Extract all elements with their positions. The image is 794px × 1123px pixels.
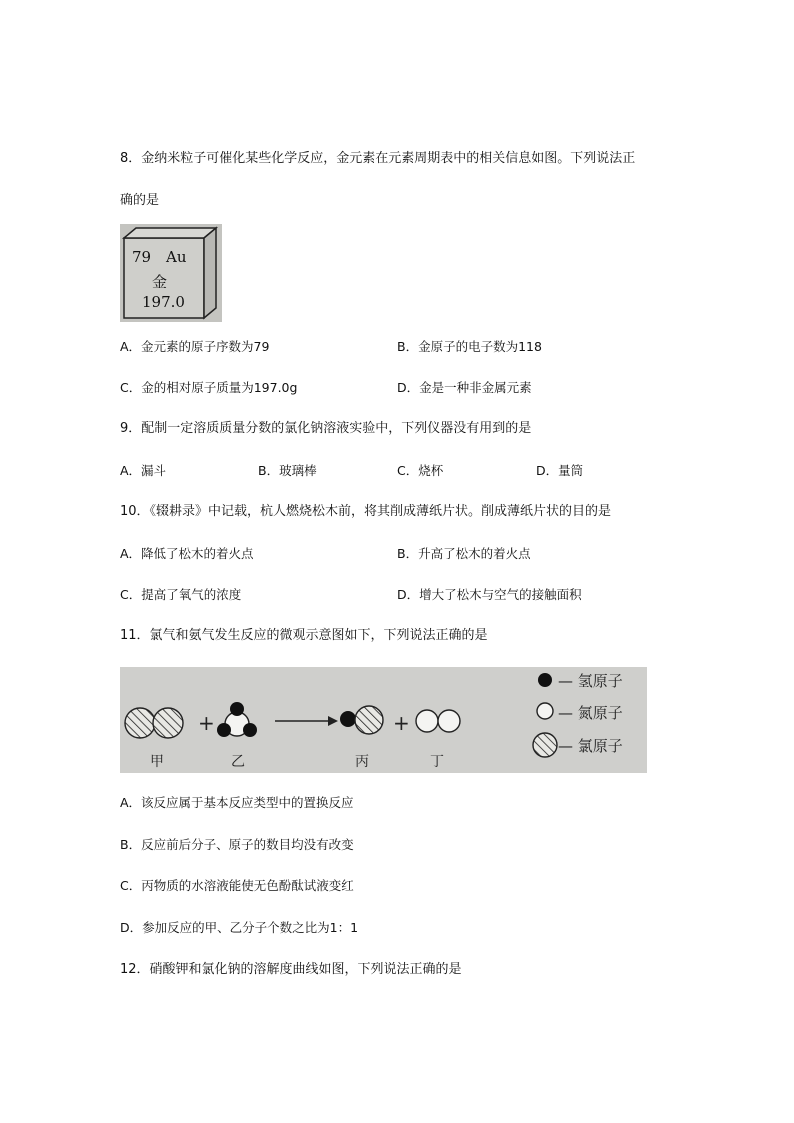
q10-option-c: C．提高了氧气的浓度	[120, 587, 242, 602]
q10-stem: 10．《辍耕录》中记载，杭人燃烧松木前，将其削成薄纸片状。削成薄纸片状的目的是	[120, 504, 612, 519]
q12-stem: 12．硝酸钾和氯化钠的溶解度曲线如图，下列说法正确的是	[120, 962, 462, 977]
q9-option-c: C．烧杯	[397, 463, 444, 478]
q10-option-d: D．增大了松木与空气的接触面积	[397, 587, 582, 602]
legend-chlorine-label: — 氯原子	[558, 737, 623, 755]
q8-option-a: A．金元素的原子序数为79	[120, 339, 270, 354]
label-ding: 丁	[430, 754, 444, 770]
label-bing: 丙	[355, 754, 369, 770]
legend-chlorine-icon	[533, 733, 557, 757]
plus-sign-2: +	[393, 711, 410, 735]
q11-option-a: A．该反应属于基本反应类型中的置换反应	[120, 795, 354, 810]
element-symbol: Au	[166, 248, 187, 266]
legend-nitrogen-label: — 氮原子	[558, 704, 623, 722]
q10-option-b: B．升高了松木的着火点	[397, 546, 531, 561]
q8-stem-line2: 确的是	[120, 193, 160, 208]
molecule-ding-n2	[416, 710, 460, 732]
q11-option-d: D．参加反应的甲、乙分子个数之比为1：1	[120, 920, 359, 935]
q8-option-b: B．金原子的电子数为118	[397, 339, 542, 354]
q9-option-d: D．量筒	[536, 463, 584, 478]
q10-option-a: A．降低了松木的着火点	[120, 546, 254, 561]
reaction-arrow-icon	[275, 716, 338, 726]
atomic-number: 79	[132, 248, 152, 266]
legend-hydrogen-icon	[538, 673, 552, 687]
label-yi: 乙	[231, 754, 245, 770]
q11-option-c: C．丙物质的水溶液能使无色酚酞试液变红	[120, 878, 354, 893]
plus-sign-1: +	[198, 711, 215, 735]
label-jia: 甲	[150, 754, 164, 770]
periodic-table-cell-figure	[120, 224, 222, 322]
q11-stem: 11．氯气和氨气发生反应的微观示意图如下，下列说法正确的是	[120, 628, 488, 643]
molecule-jia-cl2	[125, 708, 183, 738]
element-name: 金	[152, 273, 168, 291]
q8-option-d: D．金是一种非金属元素	[397, 380, 532, 395]
q8-option-c: C．金的相对原子质量为197.0g	[120, 380, 298, 395]
legend-hydrogen-label: — 氢原子	[558, 672, 623, 690]
q9-option-b: B．玻璃棒	[258, 463, 317, 478]
q9-option-a: A．漏斗	[120, 463, 167, 478]
q8-stem-line1: 8．金纳米粒子可催化某些化学反应，金元素在元素周期表中的相关信息如图。下列说法正	[120, 151, 636, 166]
molecule-yi-nh3	[217, 702, 257, 737]
q11-option-b: B．反应前后分子、原子的数目均没有改变	[120, 837, 354, 852]
reaction-diagram-figure	[120, 667, 647, 773]
atomic-mass: 197.0	[142, 293, 185, 311]
q9-stem: 9．配制一定溶质质量分数的氯化钠溶液实验中，下列仪器没有用到的是	[120, 421, 532, 436]
legend-nitrogen-icon	[537, 703, 553, 719]
molecule-bing-hcl	[340, 706, 383, 734]
